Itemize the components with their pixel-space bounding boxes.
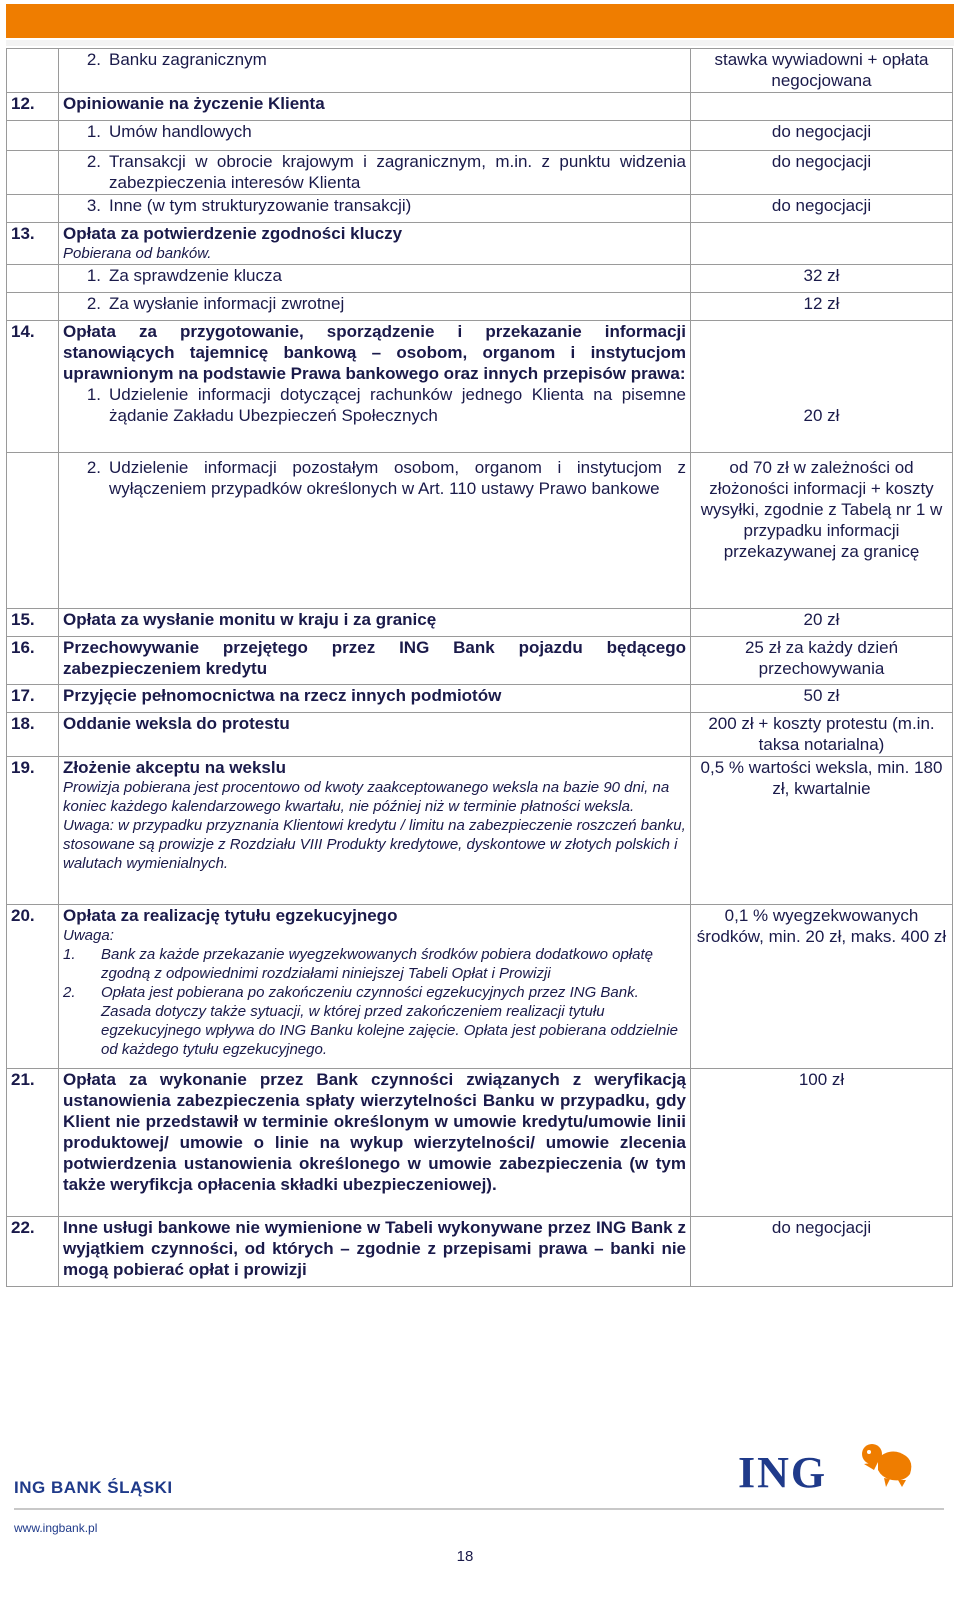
item-number: 3. — [86, 196, 101, 215]
row-number: 16. — [7, 637, 59, 685]
row-title: Opłata za przygotowanie, sporządzenie i przekazanie informacji stanowiących tajemnicę bankową – osobom, organom i instytucjom uprawnionym na podstawie Prawa bankowego oraz innych przepisów prawa: — [63, 322, 686, 383]
fee-value: 12 zł — [691, 293, 953, 321]
table-row — [7, 265, 953, 293]
row-number: 19. — [7, 757, 59, 905]
row-note: Opłata jest pobierana po zakończeniu czynności egzekucyjnych przez ING Bank. Zasada dotyczy także sytuacji, w której przed zakończeniem realizacji tytułu egzekucyjnego wpływa do ING Banku kolejne zajęcie. Opłata jest pobierana oddzielnie od każdego tytułu egzekucyjnego. — [101, 984, 679, 1058]
table-row — [7, 1217, 953, 1287]
row-title: Opłata za potwierdzenie zgodności kluczy — [63, 224, 403, 243]
row-number: 22. — [7, 1217, 59, 1287]
row-note: Bank za każde przekazanie wyegzekwowanych środków pobiera dodatkowo opłatę zgodną z odpowiednimi rozdziałami niniejszej Tabeli Opłat i Prowizji — [101, 946, 653, 982]
table-row — [7, 121, 953, 151]
row-number: 18. — [7, 713, 59, 757]
row-number: 20. — [7, 905, 59, 1069]
fee-value: 100 zł — [691, 1069, 953, 1217]
table-row — [7, 93, 953, 121]
row-number: 13. — [7, 223, 59, 265]
table-row — [7, 713, 953, 757]
footer-url: www.ingbank.pl — [14, 1521, 98, 1535]
row-title: Przyjęcie pełnomocnictwa na rzecz innych podmiotów — [59, 685, 691, 713]
fee-value: 32 zł — [691, 265, 953, 293]
row-number: 15. — [7, 609, 59, 637]
fee-value: do negocjacji — [691, 1217, 953, 1287]
row-number: 14. — [7, 321, 59, 453]
item-text: Za wysłanie informacji zwrotnej — [109, 294, 345, 313]
row-title: Oddanie weksla do protestu — [59, 713, 691, 757]
row-title: Inne usługi bankowe nie wymienione w Tabeli wykonywane przez ING Bank z wyjątkiem czynności, od których – zgodnie z przepisami prawa – banki nie mogą pobierać opłat i prowizji — [59, 1217, 691, 1287]
item-number: 2. — [63, 984, 76, 1001]
row-title: Opłata za wysłanie monitu w kraju i za granicę — [59, 609, 691, 637]
table-row — [7, 609, 953, 637]
table-row — [7, 223, 953, 265]
table-row — [7, 1069, 953, 1217]
item-text: Za sprawdzenie klucza — [109, 266, 282, 285]
item-text: Banku zagranicznym — [109, 50, 267, 69]
item-number: 1. — [86, 266, 101, 285]
item-number: 2. — [86, 50, 101, 69]
row-title: Złożenie akceptu na wekslu — [63, 758, 286, 777]
fee-value: do negocjacji — [691, 151, 953, 195]
fee-value: 50 zł — [691, 685, 953, 713]
table-row — [7, 685, 953, 713]
item-number: 2. — [86, 152, 101, 171]
fee-value: 20 zł — [803, 406, 840, 425]
table-row — [7, 905, 953, 1069]
footer-brand: ING BANK ŚLĄSKI — [14, 1478, 173, 1497]
row-number: 21. — [7, 1069, 59, 1217]
fee-value: 25 zł za każdy dzień przechowywania — [691, 637, 953, 685]
row-note: Prowizja pobierana jest procentowo od kwoty zaakceptowanego weksla na bazie 90 dni, na koniec każdego kalendarzowego kwartału, nie później niż w terminie płatności weksla. — [63, 779, 670, 815]
table-row — [7, 293, 953, 321]
row-note: Uwaga: w przypadku przyznania Klientowi kredytu / limitu na zabezpieczenie roszczeń banku, stosowane są prowizje z Rozdziału VIII Produkty kredytowe, dyskontowe w złotych polskich i walutach wymienialnych. — [63, 817, 686, 872]
table-row — [7, 757, 953, 905]
fee-value: od 70 zł w zależności od złożoności informacji + koszty wysyłki, zgodnie z Tabelą nr 1 w przypadku informacji przekazywanej za granicę — [700, 458, 943, 561]
item-text: Transakcji w obrocie krajowym i zagranicznym, m.in. z punktu widzenia zabezpieczenia interesów Klienta — [109, 152, 686, 192]
row-title: Opłata za realizację tytułu egzekucyjnego — [63, 906, 398, 925]
item-number: 1. — [86, 385, 101, 404]
item-text: Umów handlowych — [109, 122, 252, 141]
page-number: 18 — [456, 1548, 474, 1565]
row-title: Opiniowanie na życzenie Klienta — [59, 93, 691, 121]
fee-value: do negocjacji — [691, 195, 953, 223]
table-row — [7, 321, 953, 453]
item-number: 1. — [86, 122, 101, 141]
row-title: Opłata za wykonanie przez Bank czynności związanych z weryfikacją ustanowienia zabezpieczenia spłaty wierzytelności Banku w przypadku, gdy Klient nie przedstawił w terminie określonym w umowie kredytu/umowie linii produktowej/ umowie o linie na wykup wierzytelności/ umowie zlecenia potwierdzenia ustanowienia określonego w umowie zabezpieczenia (w tym także weryfikcja opłacenia składki ubezpieczeniowej). — [59, 1069, 691, 1217]
item-number: 2. — [86, 294, 101, 313]
table-row — [7, 151, 953, 195]
row-number: 17. — [7, 685, 59, 713]
table-row — [7, 195, 953, 223]
item-text: Udzielenie informacji dotyczącej rachunków jednego Klienta na pisemne żądanie Zakładu Ubezpieczeń Społecznych — [109, 385, 686, 425]
item-text: Udzielenie informacji pozostałym osobom, organom i instytucjom z wyłączeniem przypadków określonych w Art. 110 ustawy Prawo bankowe — [109, 458, 686, 498]
fee-value: stawka wywiadowni + opłata negocjowana — [691, 49, 953, 93]
footer-divider — [14, 1508, 944, 1510]
fee-value: 0,5 % wartości weksla, min. 180 zł, kwartalnie — [691, 757, 953, 905]
item-number: 2. — [86, 458, 101, 477]
lion-logo-icon — [858, 1440, 918, 1488]
header-orange-bar — [6, 4, 954, 38]
ing-logo: ING — [738, 1448, 828, 1497]
note-heading: Uwaga: — [63, 927, 114, 944]
row-number: 12. — [7, 93, 59, 121]
item-number: 1. — [63, 946, 76, 963]
row-note: Pobierana od banków. — [63, 245, 212, 262]
fee-table — [6, 48, 953, 1287]
fee-value: do negocjacji — [691, 121, 953, 151]
table-row — [7, 637, 953, 685]
row-title: Przechowywanie przejętego przez ING Bank pojazdu będącego zabezpieczeniem kredytu — [59, 637, 691, 685]
header-divider — [6, 40, 954, 46]
fee-value: 200 zł + koszty protestu (m.in. taksa notarialna) — [691, 713, 953, 757]
table-row — [7, 49, 953, 93]
table-row — [7, 453, 953, 609]
fee-value: 0,1 % wyegzekwowanych środków, min. 20 zł, maks. 400 zł — [691, 905, 953, 1069]
item-text: Inne (w tym strukturyzowanie transakcji) — [109, 196, 412, 215]
fee-value: 20 zł — [691, 609, 953, 637]
